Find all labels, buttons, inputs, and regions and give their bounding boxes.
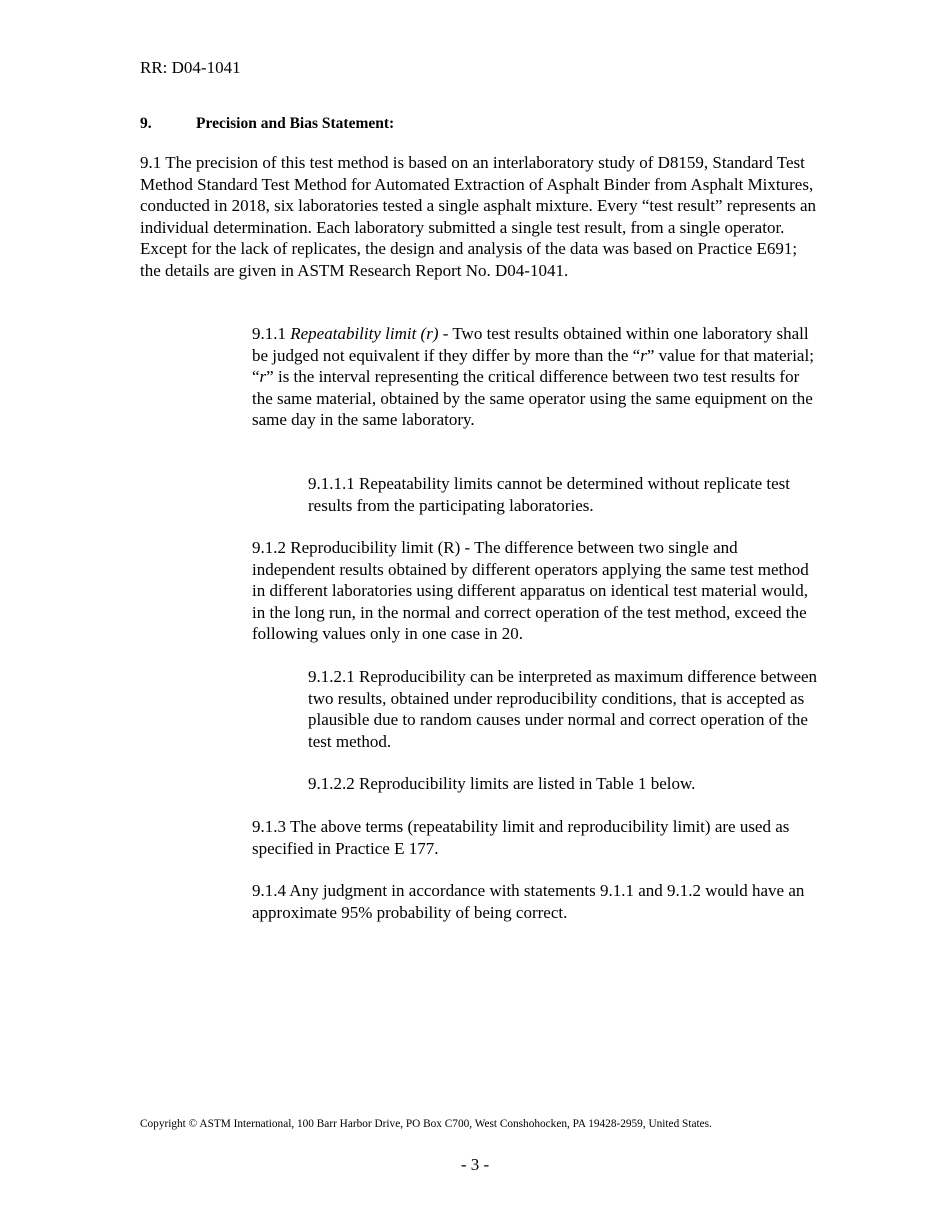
section-heading: [140, 114, 394, 134]
paragraph-9-1-2-1: 9.1.2.1 Reproducibility can be interpreted as maximum difference between two results, obtained under reproducibility conditions, that is accepted as plausible due to random causes under normal and correct operation of the test method.: [308, 667, 818, 751]
section-title: Precision and Bias Statement:: [196, 115, 395, 132]
paragraph-9-1-2-2: 9.1.2.2 Reproducibility limits are listed in Table 1 below.: [308, 774, 696, 793]
report-id-header: RR: D04-1041: [140, 58, 241, 77]
page-number: - 3 -: [460, 1155, 490, 1174]
paragraph-9-1-1-1: 9.1.1.1 Repeatability limits cannot be determined without replicate test results from the participating laboratories.: [308, 474, 791, 515]
symbol-r: r: [640, 345, 647, 365]
term-repeatability-limit: Repeatability limit (r): [290, 324, 439, 343]
paragraph-9-1-1: [252, 323, 820, 431]
paragraph-number: 9.1.1: [252, 324, 291, 343]
symbol-r: r: [259, 367, 267, 387]
paragraph-text: ” value for that material; “: [252, 345, 814, 387]
paragraph-9-1-4: 9.1.4 Any judgment in accordance with statements 9.1.1 and 9.1.2 would have an approximate 95% probability of being correct.: [252, 881, 805, 922]
paragraph-9-1-2: 9.1.2 Reproducibility limit (R) - The difference between two single and independent results obtained by different operators applying the same test method in different laboratories using different apparatus on identical test material would, in the long run, in the normal and correct operation of the test method, exceed the following values only in one case in 20.: [252, 538, 809, 644]
paragraph-9-1-3: 9.1.3 The above terms (repeatability limit and reproducibility limit) are used as specified in Practice E 177.: [252, 817, 790, 858]
paragraph-text: ” is the interval representing the critical difference between two test results for the same material, obtained by the same operator using the same equipment on the same day in the same laboratory.: [252, 367, 813, 430]
copyright-footer: Copyright © ASTM International, 100 Barr Harbor Drive, PO Box C700, West Conshohocken, PA 19428-2959, United States.: [140, 1118, 712, 1130]
section-number: 9.: [140, 115, 152, 132]
paragraph-text: - Two test results obtained within one laboratory shall be judged not equivalent if they differ by more than the “: [252, 324, 809, 365]
paragraph-9-1: 9.1 The precision of this test method is based on an interlaboratory study of D8159, Standard Test Method Standard Test Method for Automated Extraction of Asphalt Binder from Asphalt Mixtures, conducted in 2018, six laboratories tested a single asphalt mixture. Every “test result” represents an individual determination. Each laboratory submitted a single test result, from a single operator. Except for the lack of replicates, the design and analysis of the data was based on Practice E691; the details are given in ASTM Research Report No. D04-1041.: [140, 153, 817, 280]
